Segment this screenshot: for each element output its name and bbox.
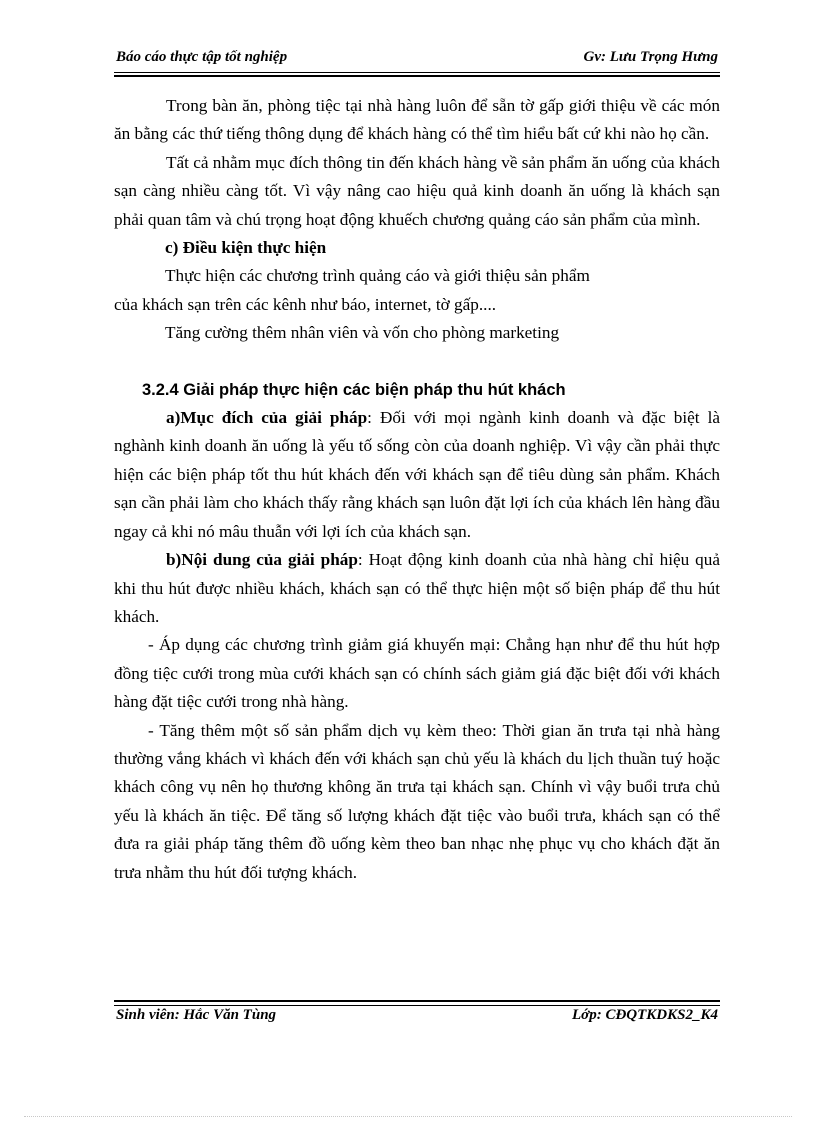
section-title-3-2-4: 3.2.4 Giải pháp thực hiện các biện pháp thu hút khách [142,380,566,399]
page-edge-divider [24,1116,792,1117]
page-header [114,47,720,71]
page-footer [114,1007,720,1029]
content-label: b)Nội dung của giải pháp [166,550,358,570]
goal-text: : Đối với mọi ngành kinh doanh và đặc biệt là nghành kinh doanh ăn uống là yếu tố sống còn của doanh nghiệp. Vì vậy cần phải thực hiện các biện pháp tốt thu hút khách đến với khách sạn để tiêu dùng sản phẩm. Khách sạn cần phải làm cho khách thấy rằng khách sạn luôn đặt lợi ích của khách lên hàng đầu ngay cả khi nó mâu thuẫn với lợi ích của khách sạn. [114,408,720,541]
paragraph-menu-leaflet: Trong bàn ăn, phòng tiệc tại nhà hàng luôn để sẵn tờ gấp giới thiệu về các món ăn bằng các thứ tiếng thông dụng để khách hàng có thể tìm hiểu bất cứ khi nào họ cần. [114,96,720,144]
bullet-extra-services: - Tăng thêm một số sản phẩm dịch vụ kèm theo: Thời gian ăn trưa tại nhà hàng thường vắng khách vì khách đến với khách sạn chủ yếu là khách du lịch thuần tuý hoặc khách công vụ nên họ thương không ăn trưa tại khách sạn. Chính vì vậy buổi trưa chủ yếu là khách ăn tiệc. Để tăng số lượng khách đặt tiệc vào buổi trưa, khách sạn có thể đưa ra giải pháp tăng thêm đồ uống kèm theo ban nhạc nhẹ phục vụ cho khách đặt ăn trưa nhằm thu hút đối tượng khách. [114,720,720,882]
footer-rule-thin [114,1005,720,1006]
header-rule-thick [114,75,720,77]
subheading-conditions-text: c) Điều kiện thực hiện [165,238,327,258]
footer-rule-thick [114,1000,720,1002]
goal-label: a)Mục đích của giải pháp [166,408,368,428]
document-body [114,92,720,887]
paragraph-goal [114,404,720,546]
conditions-line-1: Thực hiện các chương trình quảng cáo và giới thiệu sản phẩm [165,266,590,286]
footer-class: Lớp: CĐQTKDKS2_K4 [572,1007,718,1023]
bullet-discount-programs: - Áp dụng các chương trình giảm giá khuyến mại: Chẳng hạn như để thu hút hợp đồng tiệc cưới trong mùa cưới khách sạn có chính sách giảm giá đặc biệt đối với khách hàng đặt tiệc cưới trong nhà hàng. [114,635,720,712]
header-rule-thin [114,72,720,73]
conditions-line-2: của khách sạn trên các kênh như báo, internet, tờ gấp.... [114,294,497,314]
content-text: : Hoạt động kinh doanh của nhà hàng chỉ hiệu quả khi thu hút được nhiều khách, khách sạn có thể thực hiện một số biện pháp để thu hút khách. [114,550,720,626]
subheading-conditions [114,234,720,262]
header-instructor: Gv: Lưu Trọng Hưng [583,49,718,65]
conditions-line-3: Tăng cường thêm nhân viên và vốn cho phòng marketing [165,323,560,343]
paragraph-purpose: Tất cả nhằm mục đích thông tin đến khách hàng về sản phẩm ăn uống của khách sạn càng nhiều càng tốt. Vì vậy nâng cao hiệu quả kinh doanh ăn uống là khách sạn phải quan tâm và chú trọng hoạt động khuếch chương quảng cáo sản phẩm của mình. [114,152,720,229]
paragraph-content [114,546,720,631]
footer-student: Sinh viên: Hắc Văn Tùng [116,1007,277,1023]
header-report-title: Báo cáo thực tập tốt nghiệp [116,49,288,65]
